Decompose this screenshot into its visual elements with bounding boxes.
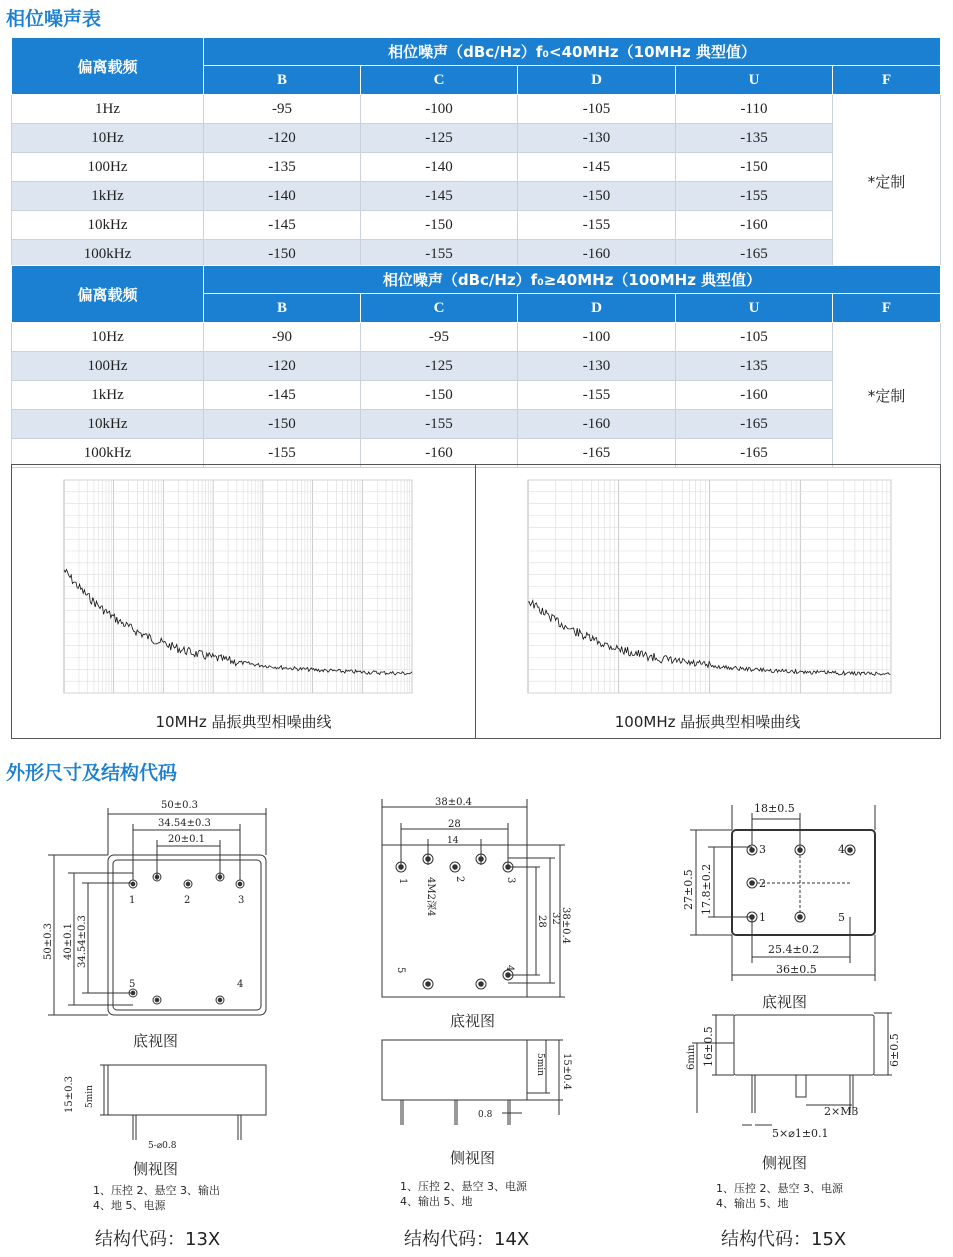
chart-10mhz xyxy=(12,465,476,738)
dim-height3: 28 xyxy=(536,915,547,928)
phase-noise-table-1 xyxy=(11,37,941,269)
pin-dot xyxy=(399,865,404,870)
chart-100mhz xyxy=(476,465,939,738)
table-row xyxy=(12,153,941,182)
pin-dot xyxy=(426,857,431,862)
column-header: C xyxy=(361,66,518,95)
chart-caption: 100MHz 晶振典型相噪曲线 xyxy=(614,713,801,731)
pin-dot xyxy=(155,875,159,879)
dim-min: 5min xyxy=(535,1053,545,1076)
offset-cell: 1kHz xyxy=(12,182,204,211)
caption-side-view: 侧视图 xyxy=(133,1160,179,1178)
value-cell: -155 xyxy=(518,381,676,410)
value-cell: -130 xyxy=(518,124,676,153)
offset-cell: 100Hz xyxy=(12,352,204,381)
value-cell: -150 xyxy=(361,211,518,240)
value-cell: -125 xyxy=(361,352,518,381)
value-cell: -145 xyxy=(204,381,361,410)
value-cell: -130 xyxy=(518,352,676,381)
drawing-15x xyxy=(672,795,912,1150)
pin-legend-15x: 1、压控 2、悬空 3、电源 4、输出 5、地 xyxy=(716,1182,843,1210)
pin-dot xyxy=(131,991,135,995)
offset-cell: 100Hz xyxy=(12,153,204,182)
value-cell: -95 xyxy=(204,95,361,124)
value-cell: -140 xyxy=(361,153,518,182)
plot-100mhz xyxy=(476,465,939,705)
screw-note: 4M2深4 xyxy=(425,877,436,917)
pin-dot xyxy=(798,848,803,853)
table-row xyxy=(12,124,941,153)
value-cell: -155 xyxy=(518,211,676,240)
offset-header: 偏离载频 xyxy=(12,266,204,323)
column-header: D xyxy=(518,66,676,95)
section-title-phase-noise: 相位噪声表 xyxy=(6,8,102,30)
value-cell: -100 xyxy=(518,323,676,352)
pin-label: 4 xyxy=(237,979,244,990)
pin-legend-13x: 1、压控 2、悬空 3、输出 4、地 5、电源 xyxy=(93,1184,220,1212)
pin-dot xyxy=(218,875,222,879)
table-row xyxy=(12,211,941,240)
offset-cell: 10kHz xyxy=(12,410,204,439)
value-cell: -125 xyxy=(361,124,518,153)
table-row xyxy=(12,352,941,381)
dim-pin: 0.8 xyxy=(478,1110,493,1120)
value-cell: -150 xyxy=(676,153,833,182)
value-cell: -155 xyxy=(204,439,361,468)
dim-height2: 17.8±0.2 xyxy=(700,863,713,915)
pin-label: 2 xyxy=(454,876,465,883)
value-cell: -120 xyxy=(204,124,361,153)
screw-note: 2×M3 xyxy=(824,1105,859,1118)
pin-label: 2 xyxy=(184,895,191,906)
pin-label: 4 xyxy=(504,965,515,972)
dim-height3: 34.54±0.3 xyxy=(77,915,88,968)
phase-noise-table-2 xyxy=(11,265,941,468)
value-cell: -165 xyxy=(518,439,676,468)
value-cell: -135 xyxy=(204,153,361,182)
dim-width: 38±0.4 xyxy=(435,797,473,808)
value-cell: -160 xyxy=(676,381,833,410)
value-cell: -105 xyxy=(676,323,833,352)
dim-side-height: 15±0.3 xyxy=(64,1075,75,1113)
pin-label: 1 xyxy=(759,911,766,924)
value-cell: -135 xyxy=(676,124,833,153)
column-header: F xyxy=(833,66,941,95)
custom-cell: *定制 xyxy=(833,323,941,468)
dim-height: 38±0.4 xyxy=(560,907,571,945)
column-header: B xyxy=(204,294,361,323)
dim-width2: 36±0.5 xyxy=(776,963,817,976)
offset-cell: 10Hz xyxy=(12,323,204,352)
pin-label: 1 xyxy=(129,895,136,906)
dim-pin: 5-⌀0.8 xyxy=(148,1141,177,1151)
value-cell: -155 xyxy=(676,182,833,211)
structure-code-15x: 结构代码：15X xyxy=(721,1229,847,1250)
offset-cell: 100kHz xyxy=(12,439,204,468)
dim-pin: 5×⌀1±0.1 xyxy=(772,1127,829,1140)
value-cell: -105 xyxy=(518,95,676,124)
chart-caption: 10MHz 晶振典型相噪曲线 xyxy=(155,713,332,731)
caption-side-view: 侧视图 xyxy=(762,1154,808,1172)
dim-width: 18±0.5 xyxy=(754,802,795,815)
caption-side-view: 侧视图 xyxy=(450,1149,496,1167)
pin-label: 3 xyxy=(238,895,245,906)
value-cell: -95 xyxy=(361,323,518,352)
pin-dot xyxy=(750,881,755,886)
table-row xyxy=(12,182,941,211)
value-cell: -145 xyxy=(361,182,518,211)
dim-height2: 40±0.1 xyxy=(63,922,74,960)
pin-dot xyxy=(848,848,853,853)
pin-label: 3 xyxy=(759,843,766,856)
offset-cell: 1Hz xyxy=(12,95,204,124)
dim-min: 6min xyxy=(686,1044,697,1070)
pin-label: 2 xyxy=(759,877,766,890)
value-cell: -165 xyxy=(676,240,833,269)
dim-side-height: 15±0.4 xyxy=(561,1053,572,1091)
column-header: D xyxy=(518,294,676,323)
pin-dot xyxy=(750,848,755,853)
pin-dot xyxy=(750,915,755,920)
column-header: U xyxy=(676,66,833,95)
pin-dot xyxy=(798,915,803,920)
dim-pitch1: 28 xyxy=(448,819,461,830)
dim-pitch2: 20±0.1 xyxy=(168,834,206,845)
pin-label: 5 xyxy=(838,911,845,924)
value-cell: -145 xyxy=(204,211,361,240)
value-cell: -135 xyxy=(676,352,833,381)
drawing-14x xyxy=(360,795,590,1135)
pin-label: 1 xyxy=(397,878,408,885)
drawing-13x xyxy=(40,790,300,1160)
value-cell: -160 xyxy=(518,240,676,269)
table-row xyxy=(12,410,941,439)
dim-height2: 32 xyxy=(550,912,561,925)
pin-dot xyxy=(426,982,431,987)
value-cell: -140 xyxy=(204,182,361,211)
dim-height: 50±0.3 xyxy=(43,922,54,960)
table-title: 相位噪声（dBc/Hz）f₀<40MHz（10MHz 典型值） xyxy=(204,38,941,66)
pin-dot xyxy=(238,882,242,886)
pin-label: 5 xyxy=(129,979,136,990)
value-cell: -90 xyxy=(204,323,361,352)
value-cell: -150 xyxy=(518,182,676,211)
dim-width: 50±0.3 xyxy=(161,800,199,811)
structure-code-13x: 结构代码：13X xyxy=(95,1229,221,1250)
pin-dot xyxy=(186,882,190,886)
offset-cell: 1kHz xyxy=(12,381,204,410)
value-cell: -155 xyxy=(361,410,518,439)
dim-side-height: 16±0.5 xyxy=(702,1026,715,1067)
value-cell: -145 xyxy=(518,153,676,182)
value-cell: -160 xyxy=(361,439,518,468)
structure-code-14x: 结构代码：14X xyxy=(404,1229,530,1250)
pin-dot xyxy=(453,865,458,870)
value-cell: -165 xyxy=(676,410,833,439)
column-header: F xyxy=(833,294,941,323)
value-cell: -100 xyxy=(361,95,518,124)
table-row xyxy=(12,95,941,124)
offset-cell: 10kHz xyxy=(12,211,204,240)
caption-bottom-view: 底视图 xyxy=(450,1012,496,1030)
pin-dot xyxy=(131,882,135,886)
value-cell: -120 xyxy=(204,352,361,381)
phase-noise-charts xyxy=(11,464,941,739)
table-title: 相位噪声（dBc/Hz）f₀≥40MHz（100MHz 典型值） xyxy=(204,266,941,294)
pin-dot xyxy=(479,982,484,987)
caption-bottom-view: 底视图 xyxy=(762,993,808,1011)
column-header: C xyxy=(361,294,518,323)
value-cell: -150 xyxy=(204,410,361,439)
dim-pitch2: 14 xyxy=(447,836,459,846)
value-cell: -160 xyxy=(676,211,833,240)
value-cell: -110 xyxy=(676,95,833,124)
table-row xyxy=(12,323,941,352)
column-header: B xyxy=(204,66,361,95)
pin-dot xyxy=(479,857,484,862)
value-cell: -155 xyxy=(361,240,518,269)
value-cell: -160 xyxy=(518,410,676,439)
value-cell: -150 xyxy=(204,240,361,269)
caption-bottom-view: 底视图 xyxy=(133,1032,179,1050)
pin-label: 4 xyxy=(838,843,845,856)
section-title-dimensions: 外形尺寸及结构代码 xyxy=(6,762,178,784)
dim-min: 5min xyxy=(85,1085,95,1108)
custom-cell: *定制 xyxy=(833,95,941,269)
pin-dot xyxy=(506,973,511,978)
pin-dot xyxy=(155,998,159,1002)
dim-height: 27±0.5 xyxy=(682,869,695,910)
pin-label: 3 xyxy=(505,877,516,884)
offset-header: 偏离载频 xyxy=(12,38,204,95)
pin-dot xyxy=(506,865,511,870)
pin-dot xyxy=(218,998,222,1002)
pin-legend-14x: 1、压控 2、悬空 3、电源 4、输出 5、地 xyxy=(400,1180,527,1208)
plot-10mhz xyxy=(12,465,475,705)
dim-pitch: 25.4±0.2 xyxy=(768,943,820,956)
value-cell: -150 xyxy=(361,381,518,410)
column-header: U xyxy=(676,294,833,323)
value-cell: -165 xyxy=(676,439,833,468)
pin-label: 5 xyxy=(395,967,406,974)
offset-cell: 10Hz xyxy=(12,124,204,153)
dim-pitch1: 34.54±0.3 xyxy=(158,818,211,829)
dim-side-height2: 6±0.5 xyxy=(888,1033,901,1067)
offset-cell: 100kHz xyxy=(12,240,204,269)
table-row xyxy=(12,381,941,410)
